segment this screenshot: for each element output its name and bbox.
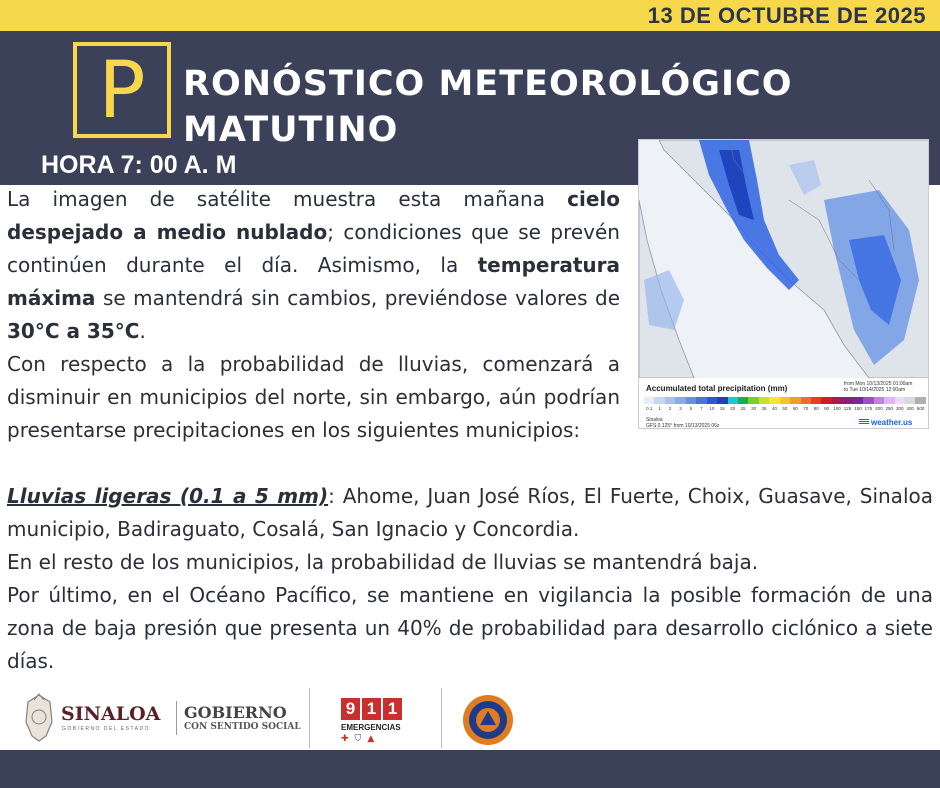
sinaloa-logo-subtext: GOBIERNO DEL ESTADO <box>62 726 150 732</box>
scale-swatch <box>738 397 748 404</box>
scale-swatch <box>707 397 717 404</box>
scale-tick: 150 <box>854 406 862 411</box>
red-cross-icon: ✚ <box>341 734 355 744</box>
scale-tick: 80 <box>813 406 819 411</box>
scale-tick: 175 <box>864 406 873 411</box>
scale-swatch <box>905 397 915 404</box>
map-model: GFS 0.125° from 10/13/2025 06z <box>646 423 720 429</box>
scale-tick: 25 <box>740 406 746 411</box>
scale-swatch <box>759 397 769 404</box>
forecast-text <box>7 183 620 447</box>
scale-swatch <box>863 397 873 404</box>
digit-9: 9 <box>341 698 360 720</box>
map-range-from: from Mon 10/13/2025 01:00am <box>844 381 913 387</box>
light-rain-label: Lluvias ligeras (0.1 a 5 mm) <box>7 484 329 508</box>
scale-swatch <box>780 397 790 404</box>
scale-tick: 35 <box>761 406 767 411</box>
scale-swatch <box>884 397 894 404</box>
map-region: Sinaloa <box>646 417 663 423</box>
logo-911 <box>341 698 402 720</box>
scale-swatch <box>654 397 664 404</box>
scale-swatch <box>842 397 852 404</box>
digit-1: 1 <box>362 698 381 720</box>
forecast-hour: HORA 7: 00 A. M <box>41 151 237 179</box>
title-line-1: RONÓSTICO METEOROLÓGICO <box>183 64 793 104</box>
scale-swatch <box>644 397 654 404</box>
footer-logos <box>0 686 940 750</box>
p1-text-c: ; condiciones que se prevén continúen durante el día. Asimismo, la <box>7 220 620 277</box>
map-range-to: to Tue 10/14/2025 12:00am <box>844 387 906 393</box>
scale-swatch <box>895 397 905 404</box>
scale-tick: 100 <box>833 406 841 411</box>
scale-swatch <box>821 397 831 404</box>
sinaloa-seal-icon <box>22 692 56 744</box>
p1-text-e: se mantendrá sin cambios, previéndose valores de <box>95 286 620 310</box>
scale-swatch <box>811 397 821 404</box>
scale-swatch <box>665 397 675 404</box>
report-date: 13 DE OCTUBRE DE 2025 <box>647 3 926 28</box>
map-date-range <box>844 381 912 393</box>
date-bar <box>0 0 940 31</box>
title-initial-box <box>73 42 171 138</box>
map-color-scale <box>644 397 926 404</box>
scale-tick: 400 <box>906 406 914 411</box>
bottom-bar <box>0 750 940 788</box>
scale-tick: 500 <box>916 406 925 411</box>
scale-swatch <box>769 397 779 404</box>
scale-tick: 2 <box>668 406 672 411</box>
scale-tick: 60 <box>792 406 798 411</box>
scale-tick: 200 <box>875 406 883 411</box>
scale-swatch <box>874 397 884 404</box>
logo-divider <box>441 688 442 748</box>
proteccion-civil-icon <box>462 694 514 746</box>
scale-tick: 15 <box>719 406 725 411</box>
digit-1b: 1 <box>383 698 402 720</box>
scale-swatch <box>748 397 758 404</box>
scale-swatch <box>790 397 800 404</box>
scale-tick: 90 <box>824 406 830 411</box>
gobierno-logo-subtext: CON SENTIDO SOCIAL <box>184 722 301 732</box>
emergency-icons <box>341 734 380 744</box>
scale-tick: 1 <box>658 406 661 411</box>
logo-divider <box>176 701 177 735</box>
scale-swatch <box>915 397 925 404</box>
paragraph-rest: En el resto de los municipios, la probabilidad de lluvias se mantendrá baja. <box>7 550 759 574</box>
forecast-text-continued <box>7 480 933 678</box>
scale-swatch <box>717 397 727 404</box>
paragraph-sky <box>7 183 620 348</box>
scale-tick: 50 <box>782 406 788 411</box>
p1-max-temp-label: temperatura máxima <box>7 253 620 310</box>
scale-tick: 5 <box>689 406 693 411</box>
logo-divider <box>309 688 310 748</box>
scale-tick: 20 <box>730 406 736 411</box>
scale-swatch <box>853 397 863 404</box>
gobierno-logo-text: GOBIERNO <box>184 703 287 722</box>
p1-temp-range: 30°C a 35°C <box>7 319 140 343</box>
title-initial: P <box>98 46 146 136</box>
scale-swatch <box>696 397 706 404</box>
p1-text-a: La imagen de satélite muestra esta mañana <box>7 187 568 211</box>
scale-swatch <box>675 397 685 404</box>
scale-swatch <box>801 397 811 404</box>
sinaloa-logo-text: SINALOA <box>61 703 161 725</box>
scale-tick: 10 <box>709 406 715 411</box>
map-region-info <box>646 417 719 429</box>
scale-tick: 125 <box>843 406 852 411</box>
map-scale-ticks <box>644 406 926 411</box>
scale-tick: 7 <box>700 406 703 411</box>
scale-tick: 250 <box>885 406 894 411</box>
scale-tick: 40 <box>771 406 777 411</box>
paragraph-rain-probability: Con respecto a la probabilidad de lluvias, comenzará a disminuir en municipios del norte, sin embargo, aún podrían presentarse precipitaciones en los siguientes municipios: <box>7 352 620 442</box>
paragraph-light-rain <box>7 480 933 546</box>
scale-tick: 3 <box>679 406 682 411</box>
scale-tick: 70 <box>803 406 809 411</box>
precipitation-map <box>638 139 929 429</box>
map-title: Accumulated total precipitation (mm) <box>646 384 788 393</box>
us-flag-icon <box>859 419 869 425</box>
p1-text-g: . <box>139 319 146 343</box>
scale-swatch <box>728 397 738 404</box>
map-brand: weather.us <box>871 418 913 427</box>
scale-swatch <box>686 397 696 404</box>
fire-icon: ▲ <box>367 734 381 744</box>
emergencias-label: EMERGENCIAS <box>341 723 401 732</box>
precipitation-map-image <box>639 140 929 378</box>
paragraph-pacific: Por último, en el Océano Pacífico, se mantiene en vigilancia la posible formación de una zona de baja presión que presenta un 40% de probabilidad para desarrollo ciclónico a siete días. <box>7 583 933 673</box>
scale-tick: 0.1 <box>646 406 653 411</box>
p1-sky-condition: cielo despejado a medio nublado <box>7 187 620 244</box>
scale-tick: 300 <box>895 406 904 411</box>
scale-tick: 30 <box>751 406 757 411</box>
light-rain-municipalities: : Ahome, Juan José Ríos, El Fuerte, Choix, Guasave, Sinaloa municipio, Badiraguato, Cosalá, San Ignacio y Concordia. <box>7 484 933 541</box>
title-line-2: MATUTINO <box>183 110 399 150</box>
scale-swatch <box>832 397 842 404</box>
police-icon: ⛉ <box>354 734 368 744</box>
